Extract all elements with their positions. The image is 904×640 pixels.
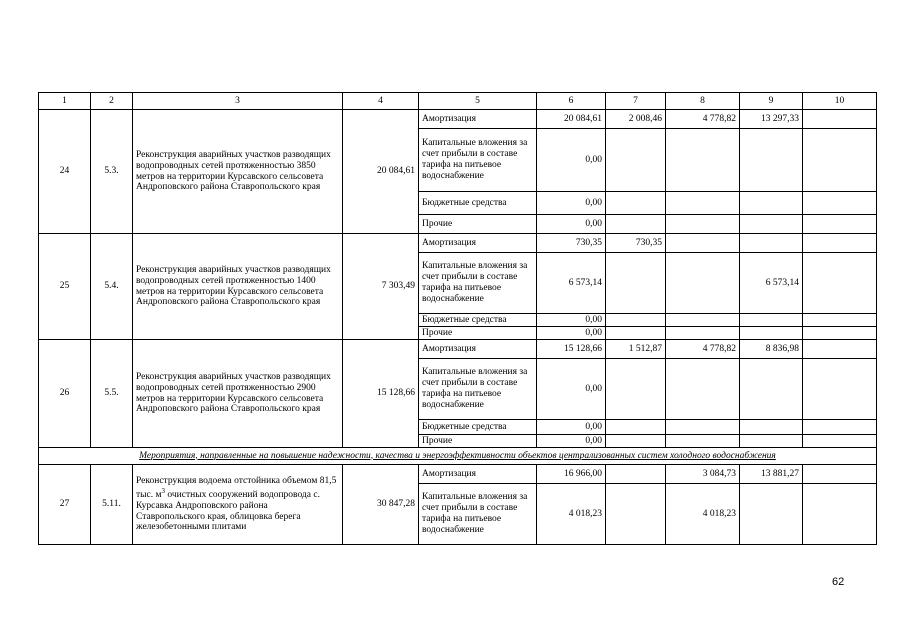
value-cell: 3 084,73 [666,465,740,484]
value-cell: 0,00 [537,215,606,234]
section-row [39,448,877,465]
table-row [39,340,877,359]
row-number: 26 [39,340,91,448]
value-cell: 0,00 [537,420,606,435]
funding-source: Бюджетные средства [419,420,537,435]
funding-source: Прочие [419,327,537,340]
value-cell: 20 084,61 [537,110,606,129]
value-cell [803,465,877,484]
project-total: 20 084,61 [343,110,419,234]
value-cell [606,215,666,234]
page-number: 62 [832,576,845,588]
header-cell: 3 [133,93,343,110]
header-cell: 7 [606,93,666,110]
header-cell: 5 [419,93,537,110]
header-cell: 8 [666,93,740,110]
funding-source: Капитальные вложения за счет прибыли в составе тарифа на питьевое водоснабжение [419,359,537,420]
row-number: 27 [39,465,91,545]
value-cell [803,110,877,129]
row-code: 5.11. [91,465,133,545]
value-cell [606,129,666,192]
value-cell [803,484,877,545]
value-cell: 730,35 [537,234,606,253]
funding-source: Бюджетные средства [419,314,537,327]
funding-source: Бюджетные средства [419,192,537,215]
value-cell [740,234,803,253]
row-number: 24 [39,110,91,234]
value-cell [666,420,740,435]
value-cell: 0,00 [537,327,606,340]
funding-source: Амортизация [419,110,537,129]
project-name [133,465,343,545]
value-cell [740,359,803,420]
value-cell [606,484,666,545]
superscript: 3 [161,486,166,495]
value-cell [606,359,666,420]
value-cell [803,435,877,448]
row-code: 5.5. [91,340,133,448]
value-cell [740,192,803,215]
value-cell [740,314,803,327]
value-cell [803,192,877,215]
value-cell [740,420,803,435]
value-cell: 8 836,98 [740,340,803,359]
header-cell: 10 [803,93,877,110]
value-cell: 0,00 [537,192,606,215]
project-name-part: Реконструкция водоема отстойника объемом 81,5 тыс. м [136,475,337,500]
project-total: 7 303,49 [343,234,419,340]
header-cell: 2 [91,93,133,110]
funding-source: Амортизация [419,234,537,253]
header-cell: 4 [343,93,419,110]
table-row [39,465,877,484]
header-cell: 9 [740,93,803,110]
project-total: 15 128,66 [343,340,419,448]
value-cell: 0,00 [537,129,606,192]
value-cell: 4 778,82 [666,110,740,129]
value-cell [666,215,740,234]
value-cell: 1 512,87 [606,340,666,359]
table-row [39,234,877,253]
value-cell: 6 573,14 [537,253,606,314]
value-cell [666,314,740,327]
funding-source: Амортизация [419,340,537,359]
project-name: Реконструкция аварийных участков разводящих водопроводных сетей протяженностью 1400 метров на территории Курсавского сельсовета Андроповского района Ставропольского края [133,234,343,340]
value-cell [740,327,803,340]
value-cell [740,129,803,192]
header-cell: 6 [537,93,606,110]
funding-source: Капитальные вложения за счет прибыли в составе тарифа на питьевое водоснабжение [419,129,537,192]
value-cell: 4 018,23 [666,484,740,545]
project-total: 30 847,28 [343,465,419,545]
value-cell [666,359,740,420]
value-cell [606,420,666,435]
value-cell: 4 018,23 [537,484,606,545]
header-cell: 1 [39,93,91,110]
value-cell [803,327,877,340]
value-cell [803,420,877,435]
value-cell [803,340,877,359]
funding-source: Капитальные вложения за счет прибыли в составе тарифа на питьевое водоснабжение [419,484,537,545]
value-cell [740,435,803,448]
value-cell: 2 008,46 [606,110,666,129]
row-number: 25 [39,234,91,340]
value-cell: 13 297,33 [740,110,803,129]
value-cell [666,234,740,253]
investment-table [38,92,877,545]
project-name: Реконструкция аварийных участков разводящих водопроводных сетей протяженностью 2900 метров на территории Курсавского сельсовета Андроповского района Ставропольского края [133,340,343,448]
value-cell: 0,00 [537,435,606,448]
value-cell [666,327,740,340]
funding-source: Амортизация [419,465,537,484]
value-cell [740,215,803,234]
value-cell [666,192,740,215]
funding-source: Прочие [419,435,537,448]
value-cell: 13 881,27 [740,465,803,484]
value-cell [803,129,877,192]
section-title: Мероприятия, направленные на повышение надежности, качества и энергоэффективности объектов централизованных систем холодного водоснабжения [39,448,877,465]
value-cell [803,359,877,420]
value-cell [740,484,803,545]
value-cell: 6 573,14 [740,253,803,314]
value-cell [666,435,740,448]
value-cell: 15 128,66 [537,340,606,359]
value-cell [606,465,666,484]
row-code: 5.4. [91,234,133,340]
value-cell [803,234,877,253]
value-cell: 0,00 [537,314,606,327]
value-cell: 730,35 [606,234,666,253]
value-cell [666,129,740,192]
project-name-part: очистных сооружений водопровода с. Курсавка Андроповского района Ставропольского края, облицовка берега железобетонными плитами [136,489,320,533]
value-cell [803,314,877,327]
table-row [39,110,877,129]
value-cell [606,253,666,314]
value-cell [606,435,666,448]
value-cell: 16 966,00 [537,465,606,484]
funding-source: Капитальные вложения за счет прибыли в составе тарифа на питьевое водоснабжение [419,253,537,314]
value-cell [606,192,666,215]
value-cell [606,314,666,327]
value-cell [606,327,666,340]
value-cell: 0,00 [537,359,606,420]
project-name: Реконструкция аварийных участков разводящих водопроводных сетей протяженностью 3850 метров на территории Курсавского сельсовета Андроповского района Ставропольского края [133,110,343,234]
funding-source: Прочие [419,215,537,234]
header-row [39,93,877,110]
value-cell: 4 778,82 [666,340,740,359]
value-cell [803,253,877,314]
value-cell [803,215,877,234]
value-cell [666,253,740,314]
row-code: 5.3. [91,110,133,234]
